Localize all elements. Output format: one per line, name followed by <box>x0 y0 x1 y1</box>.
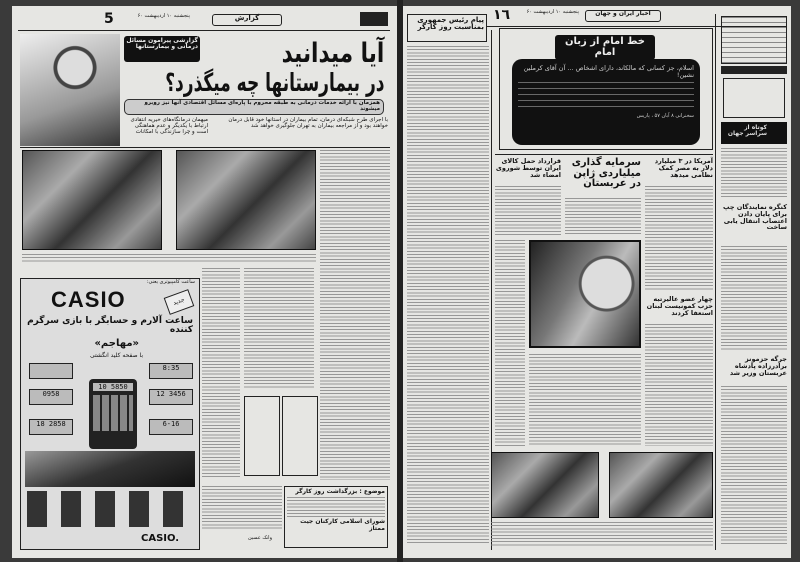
lcd-display: 0958 <box>29 389 73 405</box>
watch-lineup <box>27 491 193 527</box>
section-label: اخبار ایران و جهان <box>585 10 661 22</box>
article-column-right <box>320 150 390 480</box>
notice-signature: شورای اسلامی کارکنان جیت ممتاز <box>300 518 385 532</box>
headline-japan-investment: سرمایه گذاری میلیاردی ژاپن در عربستان <box>571 157 641 189</box>
article-column-left <box>407 46 489 544</box>
bottom-notice-box <box>284 486 388 548</box>
imam-quote-box <box>499 28 713 150</box>
lcd-display: 6-16 <box>149 419 193 435</box>
hospital-photo-2 <box>176 150 316 250</box>
headline-line1: آیا میدانید <box>281 38 384 69</box>
header-rule <box>18 30 390 31</box>
new-badge: جدید <box>164 289 195 315</box>
casio-game-name: «مهاجم» <box>94 338 139 349</box>
casio-advertisement <box>20 278 200 550</box>
casio-logo: CASIO <box>51 287 126 312</box>
headline-line2: در بیمارستانها چه میگذرد؟ <box>164 68 384 97</box>
news-photo-truck <box>491 452 599 518</box>
imam-box-title: خط امام از زبان امام <box>555 35 655 60</box>
lcd-display: 8:35 <box>149 363 193 379</box>
boxed-notice-2 <box>244 396 280 476</box>
lcd-display: 12 3456 <box>149 389 193 405</box>
newspaper-logo <box>360 12 388 26</box>
surgery-illustration <box>20 34 120 146</box>
casio-subtitle: با صفحه کلید انگشتی <box>89 352 143 359</box>
author-name: وانک عسین <box>247 535 272 541</box>
headline-congress: کنگره نمایندگان چپ برای پایان دادن اعتصاب انتقال یابی ساخت <box>722 203 787 232</box>
casio-title: ساعت آلارم و حسابگر با بازی سرگرم کننده <box>27 316 193 336</box>
subheadline: همزمان با ارائه خدمات درمانی به طبقه محروم با پاره‌ای مسائل اقتصادی آنها نیز روبرو میشوند <box>124 99 384 115</box>
report-tag: گزارشی پیرامون مسائل درمانی و بیمارستانها <box>124 36 200 62</box>
page-date: پنجشنبه ۱۰ اردیبهشت ۶۰ <box>526 9 579 15</box>
page-number: ١٦ <box>493 7 511 23</box>
boxed-notice <box>282 396 318 476</box>
intro-left: میهمان درمانگاه‌های خیریه انتقادی ارتباط با یکدیگر و عدم هماهنگی است و چرا سازندگی با امکانات <box>130 117 208 135</box>
headline-lebanon-communists: چهار عضو عالیرتبه حزب کمونیست لبنان استعفا کردند <box>646 295 713 317</box>
intro-right: با اجرای طرح شبکه‌ای درمان، تمام بیماران در استانها خود قابل درمان خواهند بود و از مراجعه بیماران به تهران جلوگیری خواهد شد <box>228 117 388 129</box>
imam-quote-text: اسلام، جز کسانی که مالکاند، دارای اشخاص ... آن آقای کرملین نشین! <box>523 64 694 79</box>
president-message-headline: پیام رئیس جمهوری بمناسبت روز کارگر <box>407 14 487 42</box>
casio-footer-logo: CASIO. <box>141 533 180 544</box>
ad-graphic <box>25 451 195 487</box>
left-page <box>12 6 397 558</box>
imam-quote-source: سخنرانی ۸ آبان ۵۷ ، پاریس <box>636 112 694 119</box>
notice-subject: موضوع : بزرگداشت روز کارگر <box>295 488 385 495</box>
article-bottom <box>202 486 282 530</box>
casio-top-label: ساعت کامپیوتری یعنی: <box>146 279 195 285</box>
political-cartoon <box>529 240 641 348</box>
info-box <box>723 78 785 118</box>
article-column-middle <box>244 268 314 388</box>
page-number: 5 <box>104 11 114 27</box>
headline-soviet-shipping: قرارداد حمل کالای ایران توسط شوروی امضاء شد <box>495 157 561 179</box>
world-news-label: کوتاه از سراسر جهان <box>721 122 787 144</box>
headline-us-egypt: آمریکا در ۳ میلیارد دلار به مصر کمک نظامی میدهد <box>654 157 713 179</box>
lcd-display <box>29 363 73 379</box>
watch-illustration: 10 5850 <box>89 379 137 449</box>
article-column-narrow <box>202 268 240 478</box>
right-page <box>403 6 791 558</box>
page-date: پنجشنبه ۱۰ اردیبهشت ۶۰ <box>137 13 190 19</box>
section-label: گزارش <box>212 14 282 26</box>
photo-caption <box>22 254 316 262</box>
headline-saudi-prince: جرگه حزمونز برادرزاده پادشاه عربستان وزیر شد <box>721 356 787 376</box>
masthead-box <box>721 16 787 64</box>
news-photo-people <box>609 452 713 518</box>
lcd-display: 18 2858 <box>29 419 73 435</box>
hospital-photo-1 <box>22 150 162 250</box>
